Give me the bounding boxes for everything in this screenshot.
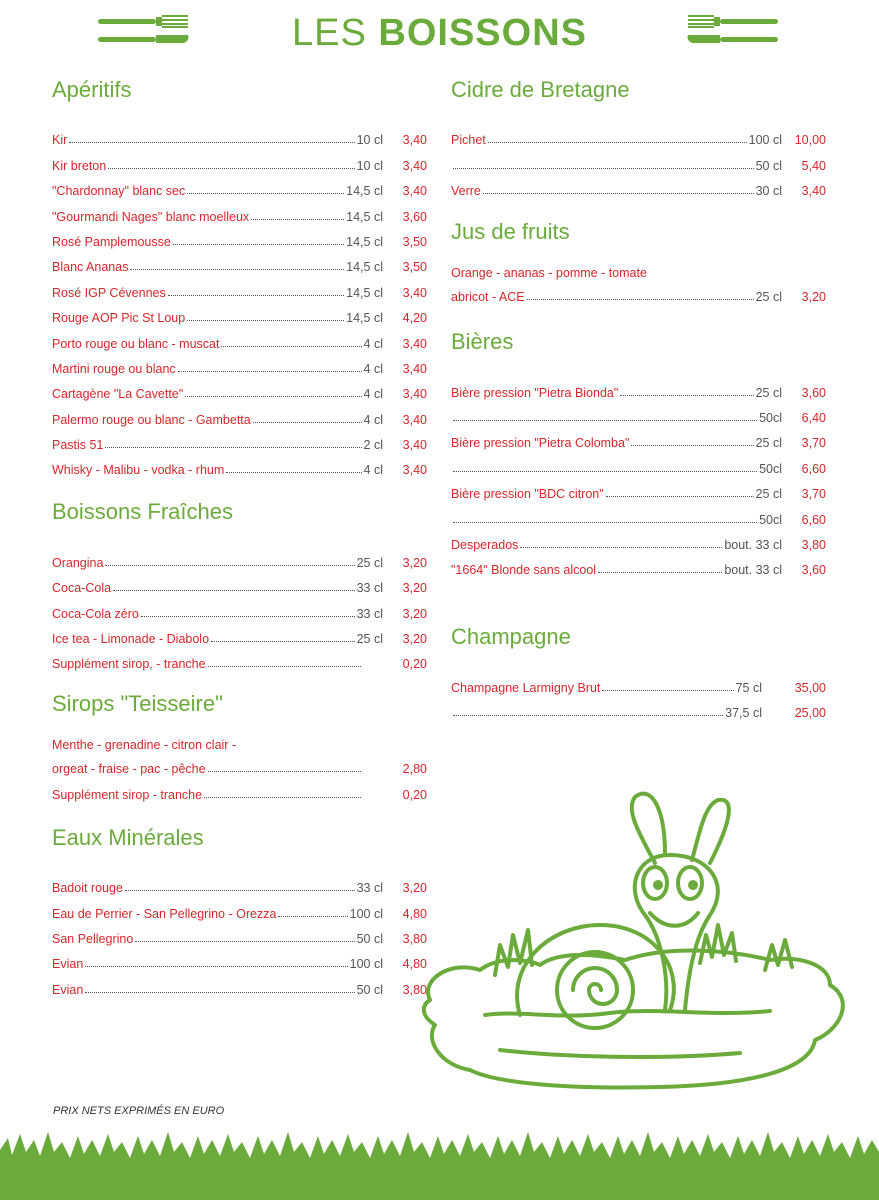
section-bieres xyxy=(451,322,826,577)
right-column xyxy=(451,70,826,720)
menu-item: Supplément sirop - tranche 0,20 xyxy=(52,787,427,802)
menu-item: abricot - ACE 25 cl 3,20 xyxy=(451,290,826,305)
section-title: Cidre de Bretagne xyxy=(451,77,630,102)
menu-item: Coca-Cola 33 cl 3,20 xyxy=(52,581,427,596)
menu-item: Pastis 51 2 cl 3,40 xyxy=(52,438,427,453)
section-title: Boissons Fraîches xyxy=(52,499,233,525)
section-title: Champagne xyxy=(451,624,571,650)
menu-item: Martini rouge ou blanc 4 cl 3,40 xyxy=(52,361,427,376)
menu-item: 50cl 6,40 xyxy=(451,400,826,425)
menu-item: Rosé IGP Cévennes 14,5 cl 3,40 xyxy=(52,285,427,300)
menu-item: Kir breton 10 cl 3,40 xyxy=(52,158,427,173)
menu-item: Supplément sirop, - tranche 0,20 xyxy=(52,657,427,672)
section-champagne xyxy=(451,617,826,720)
menu-item: Coca-Cola zéro 33 cl 3,20 xyxy=(52,606,427,621)
menu-item: "Gourmandi Nages" blanc moelleux 14,5 cl 3,60 xyxy=(52,209,427,224)
section-jus-de-fruits xyxy=(451,212,826,304)
menu-item: Porto rouge ou blanc - muscat 4 cl 3,40 xyxy=(52,336,427,351)
section-title: Eaux Minérales xyxy=(52,824,204,850)
menu-item: Kir 10 cl 3,40 xyxy=(52,133,427,148)
section-title: Jus de fruits xyxy=(451,219,570,245)
menu-item: Palermo rouge ou blanc - Gambetta 4 cl 3,40 xyxy=(52,412,427,427)
snail-illustration xyxy=(410,785,860,1105)
menu-item: 50cl 6,60 xyxy=(451,501,826,526)
menu-item: orgeat - fraise - pac - pêche 2,80 xyxy=(52,762,427,777)
menu-item: 37,5 cl 25,00 xyxy=(451,695,826,720)
menu-item-line1: Orange - ananas - pomme - tomate xyxy=(451,266,647,281)
menu-item: Bière pression "Pietra Colomba" 25 cl 3,70 xyxy=(451,436,826,451)
menu-item: San Pellegrino 50 cl 3,80 xyxy=(52,931,427,946)
title-part-1: LES xyxy=(292,12,379,54)
menu-item: "1664" Blonde sans alcool bout. 33 cl 3,60 xyxy=(451,563,826,578)
footer-note: PRIX NETS EXPRIMÉS EN EURO xyxy=(53,1105,225,1117)
menu-item: Pichet 100 cl 10,00 xyxy=(451,133,826,148)
menu-item: Whisky - Malibu - vodka - rhum 4 cl 3,40 xyxy=(52,463,427,478)
section-title: Sirops "Teisseire" xyxy=(52,691,223,717)
menu-item: Rosé Pamplemousse 14,5 cl 3,50 xyxy=(52,234,427,249)
section-boissons-fraiches xyxy=(52,492,427,671)
fork-knife-icon-left xyxy=(98,14,190,50)
section-title: Bières xyxy=(451,329,514,355)
menu-item: Orangina 25 cl 3,20 xyxy=(52,555,427,570)
menu-item: Bière pression "BDC citron" 25 cl 3,70 xyxy=(451,487,826,502)
section-aperitifs xyxy=(52,70,427,477)
menu-item: Ice tea - Limonade - Diabolo 25 cl 3,20 xyxy=(52,632,427,647)
menu-item: Desperados bout. 33 cl 3,80 xyxy=(451,537,826,552)
section-cidre xyxy=(451,70,826,198)
fork-knife-icon-right xyxy=(686,14,778,50)
menu-item: Verre 30 cl 3,40 xyxy=(451,184,826,199)
menu-item: 50cl 6,60 xyxy=(451,450,826,475)
menu-item: Cartagène "La Cavette" 4 cl 3,40 xyxy=(52,387,427,402)
menu-item: Evian 100 cl 4,80 xyxy=(52,957,427,972)
section-title: Apéritifs xyxy=(52,77,132,102)
grass-decoration xyxy=(0,1130,879,1200)
left-column xyxy=(52,70,427,997)
menu-item-line1: Menthe - grenadine - citron clair - xyxy=(52,738,237,753)
section-eaux-minerales xyxy=(52,818,427,997)
menu-item: "Chardonnay" blanc sec 14,5 cl 3,40 xyxy=(52,184,427,199)
menu-item: 50 cl 5,40 xyxy=(451,147,826,172)
menu-item: Blanc Ananas 14,5 cl 3,50 xyxy=(52,260,427,275)
menu-item: Rouge AOP Pic St Loup 14,5 cl 4,20 xyxy=(52,311,427,326)
menu-item: Eau de Perrier - San Pellegrino - Orezza 100 cl 4,80 xyxy=(52,906,427,921)
title-part-2: BOISSONS xyxy=(378,12,587,54)
menu-item: Evian 50 cl 3,80 xyxy=(52,982,427,997)
menu-item: Bière pression "Pietra Bionda" 25 cl 3,60 xyxy=(451,385,826,400)
menu-item: Badoit rouge 33 cl 3,20 xyxy=(52,881,427,896)
section-sirops xyxy=(52,684,427,801)
menu-item: Champagne Larmigny Brut 75 cl 35,00 xyxy=(451,680,826,695)
